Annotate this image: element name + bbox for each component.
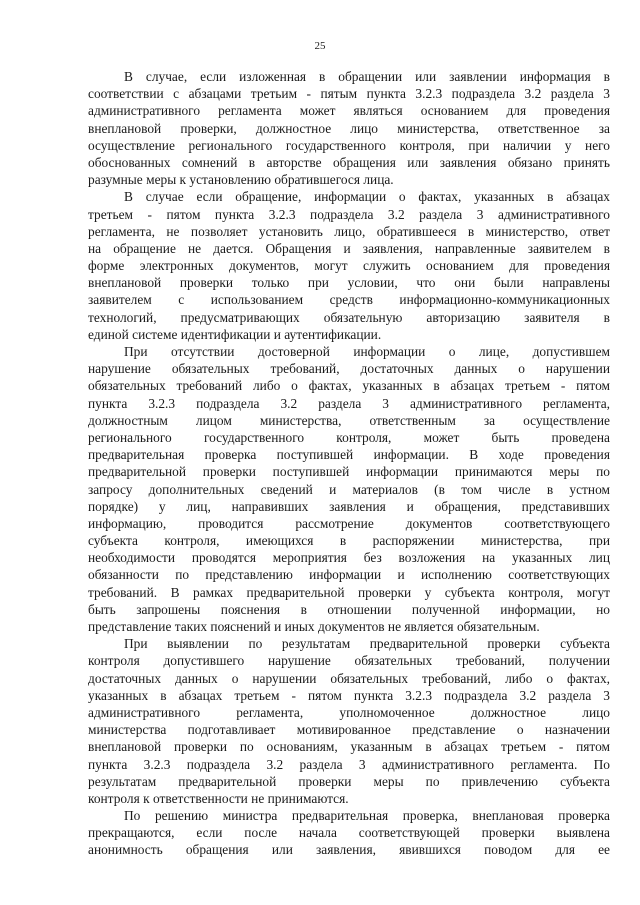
paragraph-line: пункта 3.2.3 подраздела 3.2 раздела 3 административного регламента. По [88, 756, 610, 772]
paragraph-line: достаточных данных о нарушении обязательных требований, либо о фактах, [88, 670, 610, 686]
paragraph-line: В случае, если изложенная в обращении или заявлении информация в [124, 69, 610, 84]
paragraph-line: регламента, не позволяет установить лицо, обратившееся в министерство, ответ [88, 223, 610, 239]
paragraph-line: запросу дополнительных сведений и материалов (в том числе в устном [88, 481, 610, 497]
paragraph-line: нарушение обязательных требований, достаточных данных о нарушении [88, 361, 610, 377]
paragraph-line: административного регламента может являться основанием для проведения [88, 103, 610, 119]
paragraph-line: разумные меры к установлению обратившегося лица. [88, 172, 394, 188]
paragraph-line: обязательных требований либо о фактах, указанных в абзацах третьем - пятом [88, 378, 610, 394]
paragraph-line: министерства подготавливает мотивированное представление о назначении [88, 722, 610, 738]
paragraph-line: прекращаются, если после начала соответствующей проверки выявлена [88, 825, 610, 841]
paragraph-line: регионального государственного контроля, может быть проведена [88, 429, 610, 445]
paragraph [88, 188, 610, 343]
paragraph-line: на обращение не дается. Обращения и заявления, направленные заявителем в [88, 240, 610, 256]
paragraph [88, 807, 610, 859]
paragraph-line: быть запрошены пояснения в отношении полученной информации, но [88, 601, 610, 617]
paragraph-line: единой системе идентификации и аутентификации. [88, 326, 382, 342]
paragraph-line: технологий, предусматривающих обязательную авторизацию заявителя в [88, 309, 610, 325]
paragraph-line: результатам предварительной проверки меры по привлечению субъекта [88, 773, 610, 789]
paragraph [88, 343, 610, 635]
paragraph-line: внеплановой проверки только при условии, что они были направлены [88, 275, 610, 291]
paragraph-line: внеплановой проверки, должностное лицо министерства, ответственное за [88, 120, 610, 136]
page-number: 25 [314, 40, 326, 52]
paragraph-line: При отсутствии достоверной информации о лице, допустившем [124, 344, 610, 359]
paragraph-line: необходимости проводятся мероприятия без возложения на указанных лиц [88, 550, 610, 566]
paragraph-line: контроля к ответственности не принимаются. [88, 790, 349, 806]
paragraph-line: внеплановой проверки по основаниям, указанным в абзацах третьем - пятом [88, 739, 610, 755]
paragraph-line: обязанности по представлению информации и исполнению соответствующих [88, 567, 610, 583]
paragraph-line: предварительной проверки поступившей информации принимаются меры по [88, 464, 610, 480]
paragraph-line: пункта 3.2.3 подраздела 3.2 раздела 3 административного регламента, [88, 395, 610, 411]
paragraph-line: анонимность обращения или заявления, явившихся поводом для ее [88, 842, 610, 858]
paragraph-line: порядке) у лиц, направивших заявления и обращения, представивших [88, 498, 610, 514]
paragraph-line: В случае если обращение, информации о фактах, указанных в абзацах [124, 189, 610, 205]
paragraph-line: указанных в абзацах третьем - пятом пункта 3.2.3 подраздела 3.2 раздела 3 [88, 687, 610, 703]
paragraph-line: предварительная проверка поступившей информации. В ходе проведения [88, 447, 610, 463]
paragraph-line: соответствии с абзацами третьим - пятым пункта 3.2.3 подраздела 3.2 раздела 3 [88, 86, 610, 102]
paragraph-line: заявителем с использованием средств информационно-коммуникационных [88, 292, 610, 308]
paragraph-line: форме электронных документов, могут служить основанием для проведения [88, 258, 610, 274]
paragraph-line: обоснованных сомнений в авторстве обращения или заявления обязано принять [88, 154, 610, 170]
paragraph-line: осуществление регионального государственного контроля, при наличии у него [88, 137, 610, 153]
paragraph-line: контроля допустившего нарушение обязательных требований, получении [88, 653, 610, 669]
paragraph-line: третьем - пятом пункта 3.2.3 подраздела 3.2 раздела 3 административного [88, 206, 610, 222]
paragraph-line: требований. В рамках предварительной проверки у субъекта контроля, могут [88, 584, 610, 600]
paragraph-line: административного регламента, уполномоченное должностное лицо [88, 704, 610, 720]
paragraph-line: По решению министра предварительная проверка, внеплановая проверка [124, 808, 610, 824]
document-body [88, 68, 610, 859]
paragraph-line: субъекта контроля, имеющихся в распоряжении министерства, при [88, 533, 610, 549]
paragraph-line: представление таких пояснений и иных документов не является обязательным. [88, 619, 540, 634]
paragraph [88, 635, 610, 807]
paragraph-line: информацию, проводится рассмотрение документов соответствующего [88, 515, 610, 531]
paragraph-line: При выявлении по результатам предварительной проверки субъекта [124, 636, 610, 652]
paragraph-line: должностным лицом министерства, ответственным за осуществление [88, 412, 610, 428]
paragraph [88, 68, 610, 188]
